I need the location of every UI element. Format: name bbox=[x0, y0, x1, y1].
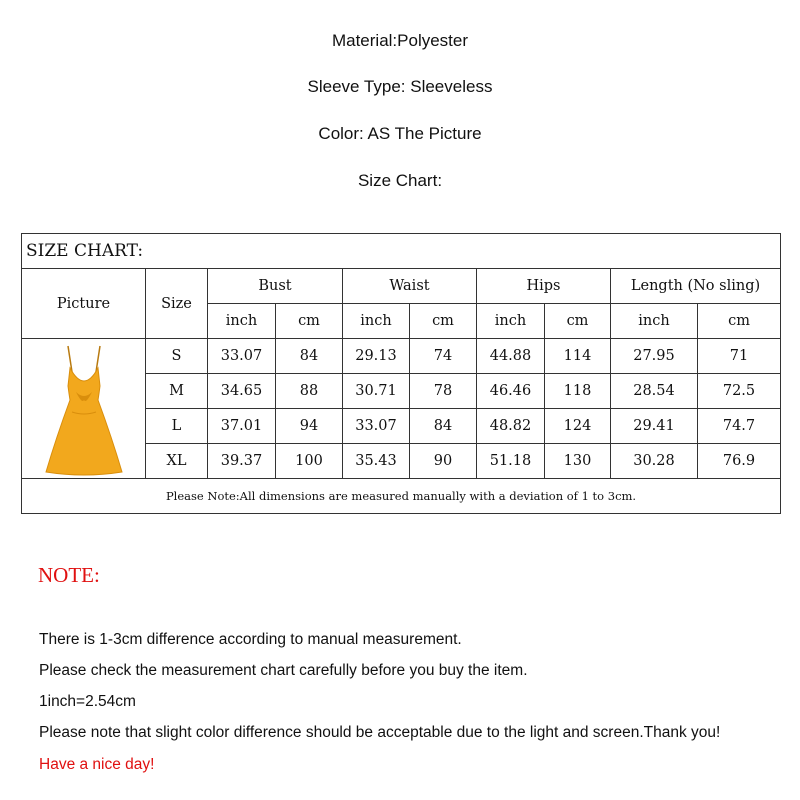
length-cm-cell: 74.7 bbox=[698, 409, 781, 444]
length-inch-cell: 27.95 bbox=[611, 339, 698, 374]
length-header: Length (No sling) bbox=[611, 269, 781, 304]
size-chart-table bbox=[21, 233, 781, 514]
size-cell: M bbox=[146, 374, 208, 409]
note-line: There is 1-3cm difference according to manual measurement. bbox=[39, 631, 462, 648]
waist-inch-cell: 33.07 bbox=[343, 409, 410, 444]
waist-cm-cell: 84 bbox=[410, 409, 477, 444]
bust-inch-cell: 39.37 bbox=[208, 444, 276, 479]
bust-cm-cell: 84 bbox=[276, 339, 343, 374]
note-line: Please note that slight color difference should be acceptable due to the light and screen.Thank you! bbox=[39, 724, 721, 741]
note-heading: NOTE: bbox=[38, 563, 100, 587]
note-line: Please check the measurement chart carefully before you buy the item. bbox=[39, 662, 528, 679]
length-inch-cell: 29.41 bbox=[611, 409, 698, 444]
waist-cm-header: cm bbox=[410, 304, 477, 339]
length-cm-cell: 71 bbox=[698, 339, 781, 374]
waist-inch-cell: 30.71 bbox=[343, 374, 410, 409]
waist-cm-cell: 74 bbox=[410, 339, 477, 374]
bust-header: Bust bbox=[208, 269, 343, 304]
bust-cm-header: cm bbox=[276, 304, 343, 339]
size-cell: S bbox=[146, 339, 208, 374]
note-line: 1inch=2.54cm bbox=[39, 693, 136, 710]
bust-cm-cell: 94 bbox=[276, 409, 343, 444]
dress-body bbox=[46, 368, 122, 475]
hips-inch-header: inch bbox=[477, 304, 545, 339]
hips-header: Hips bbox=[477, 269, 611, 304]
dress-picture bbox=[22, 339, 146, 479]
hips-inch-cell: 51.18 bbox=[477, 444, 545, 479]
bust-cm-cell: 88 bbox=[276, 374, 343, 409]
length-inch-cell: 30.28 bbox=[611, 444, 698, 479]
hips-inch-cell: 48.82 bbox=[477, 409, 545, 444]
picture-header: Picture bbox=[22, 269, 146, 339]
sleeve-type-spec: Sleeve Type: Sleeveless bbox=[307, 77, 493, 96]
bust-cm-cell: 100 bbox=[276, 444, 343, 479]
length-cm-cell: 72.5 bbox=[698, 374, 781, 409]
waist-cm-cell: 78 bbox=[410, 374, 477, 409]
bust-inch-cell: 33.07 bbox=[208, 339, 276, 374]
bust-inch-cell: 37.01 bbox=[208, 409, 276, 444]
table-row bbox=[22, 339, 781, 374]
hips-inch-cell: 46.46 bbox=[477, 374, 545, 409]
hips-inch-cell: 44.88 bbox=[477, 339, 545, 374]
waist-inch-header: inch bbox=[343, 304, 410, 339]
waist-inch-cell: 35.43 bbox=[343, 444, 410, 479]
color-spec: Color: AS The Picture bbox=[318, 124, 482, 143]
material-spec: Material:Polyester bbox=[331, 31, 469, 50]
hips-cm-header: cm bbox=[545, 304, 611, 339]
waist-header: Waist bbox=[343, 269, 477, 304]
length-inch-header: inch bbox=[611, 304, 698, 339]
bust-inch-cell: 34.65 bbox=[208, 374, 276, 409]
size-header: Size bbox=[146, 269, 208, 339]
hips-cm-cell: 124 bbox=[545, 409, 611, 444]
hips-cm-cell: 130 bbox=[545, 444, 611, 479]
measurement-note: Please Note:All dimensions are measured manually with a deviation of 1 to 3cm. bbox=[22, 479, 781, 514]
size-cell: XL bbox=[146, 444, 208, 479]
size-chart-label: Size Chart: bbox=[357, 171, 443, 190]
size-cell: L bbox=[146, 409, 208, 444]
hips-cm-cell: 114 bbox=[545, 339, 611, 374]
size-chart-title: SIZE CHART: bbox=[22, 234, 781, 269]
length-cm-cell: 76.9 bbox=[698, 444, 781, 479]
length-inch-cell: 28.54 bbox=[611, 374, 698, 409]
hips-cm-cell: 118 bbox=[545, 374, 611, 409]
closing-line: Have a nice day! bbox=[39, 756, 155, 773]
bust-inch-header: inch bbox=[208, 304, 276, 339]
waist-cm-cell: 90 bbox=[410, 444, 477, 479]
length-cm-header: cm bbox=[698, 304, 781, 339]
dress-image bbox=[42, 342, 126, 476]
waist-inch-cell: 29.13 bbox=[343, 339, 410, 374]
